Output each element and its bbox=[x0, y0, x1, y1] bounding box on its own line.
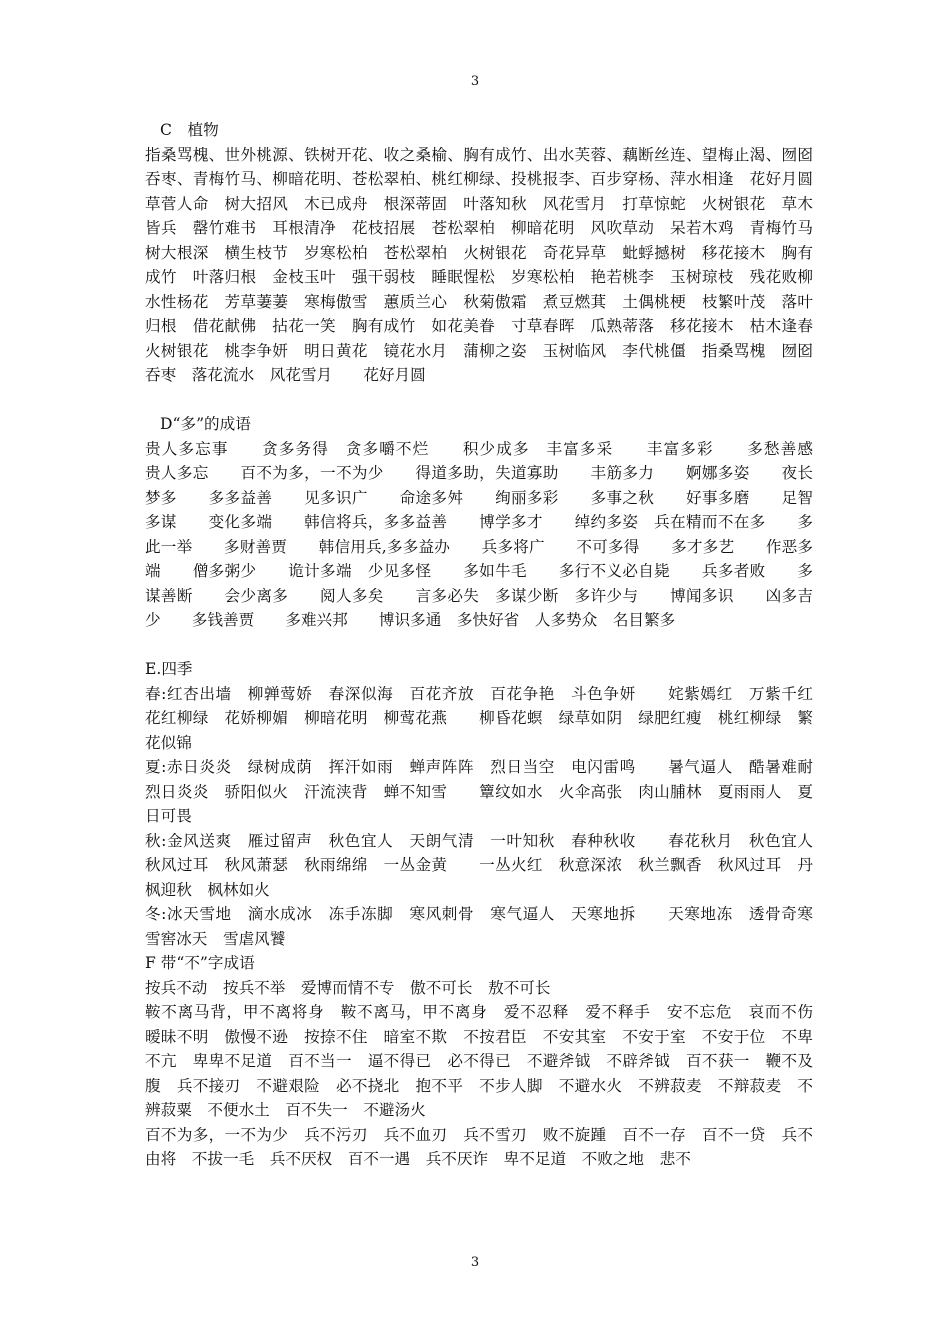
idiom-list-bu-1: 按兵不动 按兵不举 爱博而情不专 傲不可长 敖不可长 bbox=[145, 978, 551, 997]
idiom-list-bu-2: 鞍不离马背，甲不离将身 鞍不离马，甲不离身 爱不忍释 爱不释手 安不忘危 哀而不伤 暧昧不明 傲慢不逊 按捺不住 暗室不欺 不按君臣 不安其室 不安于室 不安于位 不卑不亢 卑卑不足道 百不当一 逼不得已 必不得已 不避斧钺 不辟斧钺 百不获一 鞭不及腹 兵不接刃 不避艰险 必不挠北 抱不平 不步人脚 不避水火 不辨菽麦 不辩菽麦 不辨菽粟 不便水土 百不失一 不避汤火 bbox=[145, 1003, 829, 1119]
section-heading-plants: C 植物 bbox=[160, 121, 219, 139]
idiom-list-summer: 夏:赤日炎炎 绿树成荫 挥汗如雨 蝉声阵阵 烈日当空 电闪雷鸣 暑气逼人 酷暑难耐 烈日炎炎 骄阳似火 汗流浃背 蝉不知雪 簟纹如水 火伞高张 肉山脯林 夏雨雨人 夏日可畏 bbox=[145, 758, 829, 825]
idiom-list-spring: 春:红杏出墙 柳亸莺娇 春深似海 百花齐放 百花争艳 斗色争妍 姹紫嫣红 万紫千红 花红柳绿 花娇柳媚 柳暗花明 柳莺花燕 柳昏花螟 绿草如阴 绿肥红瘦 桃红柳绿 繁花似锦 bbox=[145, 684, 829, 752]
idiom-list-plants: 指桑骂槐、世外桃源、铁树开花、收之桑榆、胸有成竹、出水芙蓉、藕断丝连、望梅止渴、囫囵吞枣、青梅竹马、柳暗花明、苍松翠柏、桃红柳绿、投桃报李、百步穿杨、萍水相逢 花好月圆 草菅人命 树大招风 木已成舟 根深蒂固 叶落知秋 风花雪月 打草惊蛇 火树银花 草木皆兵 罄竹难书 耳根清净 花枝招展 苍松翠柏 柳暗花明 风吹草动 呆若木鸡 青梅竹马 树大根深 横生枝节 岁寒松柏 苍松翠柏 火树银花 奇花异草 蚍蜉撼树 移花接木 胸有成竹 叶落归根 金枝玉叶 强干弱枝 睡眠惺松 岁寒松柏 艳若桃李 玉树琼枝 残花败柳 水性杨花 芳草萋萋 寒梅傲雪 蕙质兰心 秋菊傲霜 煮豆燃萁 土偶桃梗 枝繁叶茂 落叶归根 借花献佛 拈花一笑 胸有成竹 如花美眷 寸草春晖 瓜熟蒂落 移花接木 枯木逢春 火树银花 桃李争妍 明日黄花 镜花水月 蒲柳之姿 玉树临风 李代桃僵 指桑骂槐 囫囵吞枣 落花流水 风花雪月 花好月圆 bbox=[145, 145, 829, 384]
idiom-list-duo: 贵人多忘事 贪多务得 贪多嚼不烂 积少成多 丰富多采 丰富多彩 多愁善感 贵人多忘 百不为多，一不为少 得道多助，失道寡助 丰筋多力 婀娜多姿 夜长梦多 多多益善 见多识广 命途多舛 绚丽多彩 多事之秋 好事多磨 足智多谋 变化多端 韩信将兵，多多益善 博学多才 绰约多姿 兵在精而不在多 多此一举 多财善贾 韩信用兵,多多益办 兵多将广 不可多得 多才多艺 作恶多端 僧多粥少 诡计多端 少见多怪 多如牛毛 多行不义必自毙 兵多者败 多谋善断 会少离多 阅人多矣 言多必失 多谋少断 多许少与 博闻多识 凶多吉少 多钱善贾 多难兴邦 博识多通 多快好省 人多势众 名目繁多 bbox=[145, 439, 845, 629]
section-spacer bbox=[145, 388, 813, 413]
page-number-top: 3 bbox=[470, 74, 480, 89]
idiom-list-bu-3: 百不为多，一不为少 兵不污刃 兵不血刃 兵不雪刃 败不旋踵 百不一存 百不一贷 兵不由将 不拔一毛 兵不厌权 百不一遇 兵不厌诈 卑不足道 不败之地 悲不 bbox=[145, 1125, 813, 1168]
idiom-list-winter: 冬:冰天雪地 滴水成冰 冻手冻脚 寒风刺骨 寒气逼人 天寒地拆 天寒地冻 透骨奇寒 雪窖冰天 雪虐风饕 bbox=[145, 905, 829, 948]
section-spacer bbox=[145, 633, 813, 658]
page-number-bottom: 3 bbox=[470, 1255, 480, 1270]
idiom-list-autumn: 秋:金风送爽 雁过留声 秋色宜人 天朗气清 一叶知秋 春种秋收 春花秋月 秋色宜人 秋风过耳 秋风萧瑟 秋雨绵绵 一丛金黄 一丛火红 秋意深浓 秋兰飘香 秋风过耳 丹枫迎秋 枫林如火 bbox=[145, 831, 829, 899]
section-heading-seasons: E.四季 bbox=[145, 660, 193, 678]
section-heading-duo: D“多”的成语 bbox=[160, 415, 251, 433]
document-body bbox=[145, 118, 845, 1172]
section-heading-bu: F 带“不”字成语 bbox=[145, 954, 255, 972]
